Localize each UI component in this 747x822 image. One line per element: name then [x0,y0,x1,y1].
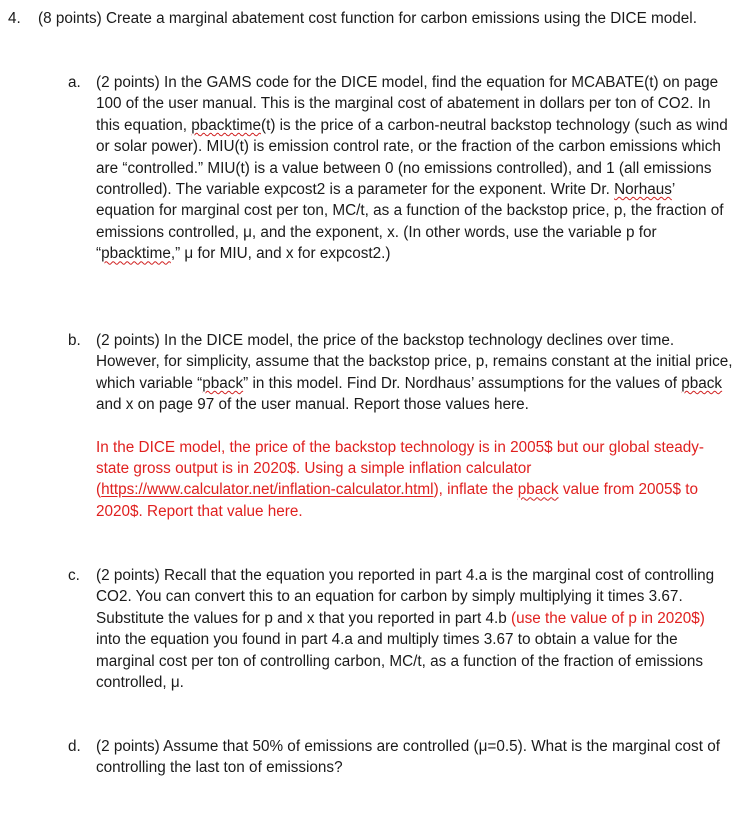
part-c-text-2: into the equation you found in part 4.a and multiply times 3.67 to obtain a value for the marginal cost per ton of controlling carbon, MC/t, as a function of the fraction of emissions controlled, μ. [96,631,704,692]
part-b-text [96,330,733,416]
part-b-red-text-3: value from 2005$ to 2020$. Report that value here. [96,481,699,520]
spell-flag-norhaus: Norhaus [614,181,672,199]
spell-flag-pback: pback [202,374,244,392]
part-a [68,72,733,265]
part-c-text-1: (2 points) Recall that the equation you reported in part 4.a is the marginal cost of controlling CO2. You can convert this to an equation for carbon by simply multiplying it times 3.67. Substitute the values for p and x that you reported in part 4.b [96,567,715,627]
spell-flag-pback-red: pback [517,481,559,499]
part-a-text-2: (t) is the price of a carbon-neutral backstop technology (such as wind or solar power). MIU(t) is emission control rate, or the fraction of the carbon emissions which are “controlled.” MIU(t) is a value between 0 (no emissions controlled), and 1 (all emissions controlled). The variable expcost2 is a parameter for the exponent. Write Dr. [96,116,728,199]
part-c-text [96,565,733,693]
part-b-text-3: and x on page 97 of the user manual. Report those values here. [96,396,529,414]
question-number: 4. [8,10,21,27]
part-b-red-text-1: In the DICE model, the price of the backstop technology is in 2005$ but our global steady-state gross output is in 2020$. Using a simple inflation calculator ( [96,438,704,499]
part-a-text [96,72,733,265]
spell-flag-pback-2: pback [681,374,723,392]
part-a-text-1: (2 points) In the GAMS code for the DICE model, find the equation for MCABATE(t) on page 100 of the user manual. This is the marginal cost of abatement in dollars per ton of CO2. In this equation, [96,74,719,134]
part-c [68,565,733,693]
spell-flag-pbacktime: pbacktime [191,116,261,134]
question-header [8,8,738,29]
part-a-text-3: ’ equation for marginal cost per ton, MC/t, as a function of the backstop price, p, the fraction of emissions controlled, μ, and the exponent, x. (In other words, use the variable p for “ [96,181,724,263]
part-b-red-note [96,437,733,523]
part-b [68,330,733,522]
question-text: (8 points) Create a marginal abatement cost function for carbon emissions using the DICE model. [38,10,697,27]
spell-flag-pbacktime-2: pbacktime [101,245,171,263]
part-b-text-1: (2 points) In the DICE model, the price of the backstop technology declines over time. However, for simplicity, assume that the backstop price, p, remains constant at the initial price, which variable “ [96,332,733,392]
part-b-red-text-2: ), inflate the [433,481,518,499]
part-d [68,736,733,779]
part-b-letter: b. [68,332,81,349]
part-a-text-4: ,” μ for MIU, and x for expcost2.) [170,245,391,263]
part-d-letter: d. [68,738,81,755]
part-c-letter: c. [68,567,80,584]
part-b-text-2: ” in this model. Find Dr. Nordhaus’ assumptions for the values of [243,374,682,392]
part-d-text: (2 points) Assume that 50% of emissions are controlled (μ=0.5). What is the marginal cost of controlling the last ton of emissions? [96,738,720,777]
part-a-letter: a. [68,74,81,91]
part-c-red-note: (use the value of p in 2020$) [510,609,705,627]
inflation-calculator-link[interactable]: https://www.calculator.net/inflation-calculator.html [101,481,434,499]
